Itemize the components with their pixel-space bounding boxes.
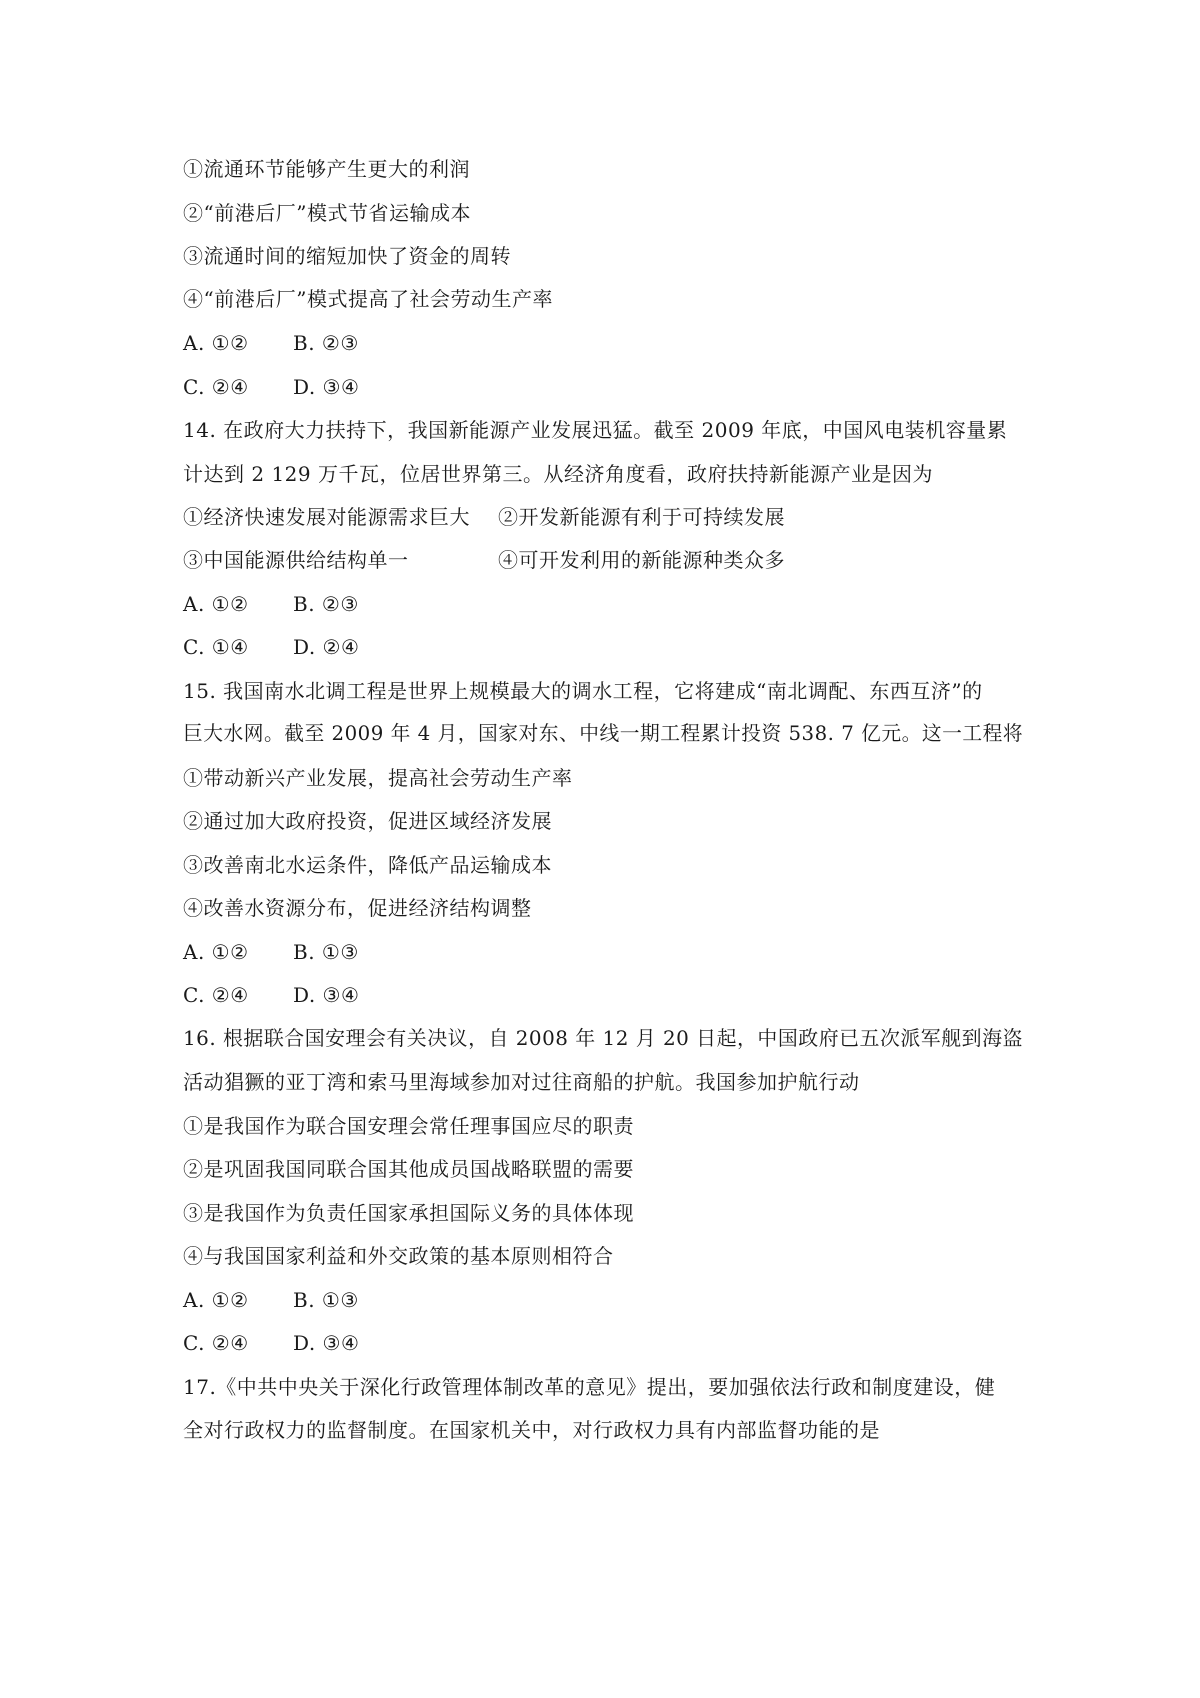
- q15-options-row-1: [183, 938, 1023, 966]
- q15-stem-line-2: 巨大水网。截至 2009 年 4 月，国家对东、中线一期工程累计投资 538. 7 亿元。这一工程将: [183, 722, 1024, 745]
- q17-stem-line-2: 全对行政权力的监督制度。在国家机关中，对行政权力具有内部监督功能的是: [183, 1418, 880, 1442]
- q13-option-d: D. ③④: [293, 375, 360, 399]
- q15-item-4: ④改善水资源分布，促进经济结构调整: [183, 896, 532, 920]
- q14-option-c: C. ①④: [183, 635, 249, 659]
- q13-item-4: ④“前港后厂”模式提高了社会劳动生产率: [183, 287, 553, 311]
- q16-stem-line-1: 16. 根据联合国安理会有关决议，自 2008 年 12 月 20 日起，中国政府已五次派军舰到海盗: [183, 1027, 1023, 1050]
- q17-stem-line-1: 17.《中共中央关于深化行政管理体制改革的意见》提出，要加强依法行政和制度建设，健: [183, 1375, 996, 1399]
- q14-option-a: A. ①②: [183, 592, 249, 616]
- q14-items-row-2: [183, 546, 1023, 574]
- q16-item-4: ④与我国国家利益和外交政策的基本原则相符合: [183, 1244, 614, 1268]
- q16-item-2: ②是巩固我国同联合国其他成员国战略联盟的需要: [183, 1157, 634, 1181]
- q14-option-b: B. ②③: [293, 592, 359, 616]
- q15-item-1: ①带动新兴产业发展，提高社会劳动生产率: [183, 766, 573, 790]
- q13-option-a: A. ①②: [183, 331, 249, 355]
- q16-option-c: C. ②④: [183, 1331, 249, 1355]
- q16-options-row-1: [183, 1286, 1023, 1314]
- q15-stem-line-1: 15. 我国南水北调工程是世界上规模最大的调水工程，它将建成“南北调配、东西互济”的: [183, 679, 983, 703]
- q14-option-d: D. ②④: [293, 635, 360, 659]
- q16-option-a: A. ①②: [183, 1288, 249, 1312]
- q13-item-3: ③流通时间的缩短加快了资金的周转: [183, 244, 511, 268]
- q15-item-2: ②通过加大政府投资，促进区域经济发展: [183, 809, 552, 833]
- q14-options-row-2: [183, 633, 1023, 661]
- q14-item-4: ④可开发利用的新能源种类众多: [498, 548, 785, 572]
- q13-item-2: ②“前港后厂”模式节省运输成本: [183, 201, 471, 225]
- q14-item-2: ②开发新能源有利于可持续发展: [498, 505, 785, 529]
- q13-options-row-2: [183, 373, 1023, 401]
- q13-item-1: ①流通环节能够产生更大的利润: [183, 157, 470, 181]
- q13-option-c: C. ②④: [183, 375, 249, 399]
- q13-options-row-1: [183, 329, 1023, 357]
- q13-option-b: B. ②③: [293, 331, 359, 355]
- q14-options-row-1: [183, 590, 1023, 618]
- q14-stem-line-2: 计达到 2 129 万千瓦，位居世界第三。从经济角度看，政府扶持新能源产业是因为: [183, 462, 933, 486]
- q15-option-b: B. ①③: [293, 940, 359, 964]
- q16-option-d: D. ③④: [293, 1331, 360, 1355]
- q16-option-b: B. ①③: [293, 1288, 359, 1312]
- q16-item-3: ③是我国作为负责任国家承担国际义务的具体体现: [183, 1201, 634, 1225]
- q15-item-3: ③改善南北水运条件，降低产品运输成本: [183, 853, 552, 877]
- q16-options-row-2: [183, 1329, 1023, 1357]
- q15-options-row-2: [183, 981, 1023, 1009]
- q15-option-a: A. ①②: [183, 940, 249, 964]
- q14-items-row-1: [183, 503, 1023, 531]
- q16-stem-line-2: 活动猖獗的亚丁湾和索马里海域参加对过往商船的护航。我国参加护航行动: [183, 1070, 860, 1094]
- q15-option-d: D. ③④: [293, 983, 360, 1007]
- q14-item-3: ③中国能源供给结构单一: [183, 548, 409, 572]
- q14-item-1: ①经济快速发展对能源需求巨大: [183, 505, 470, 529]
- q14-stem-line-1: 14. 在政府大力扶持下，我国新能源产业发展迅猛。截至 2009 年底，中国风电装机容量累: [183, 418, 1008, 442]
- q15-option-c: C. ②④: [183, 983, 249, 1007]
- q16-item-1: ①是我国作为联合国安理会常任理事国应尽的职责: [183, 1114, 634, 1138]
